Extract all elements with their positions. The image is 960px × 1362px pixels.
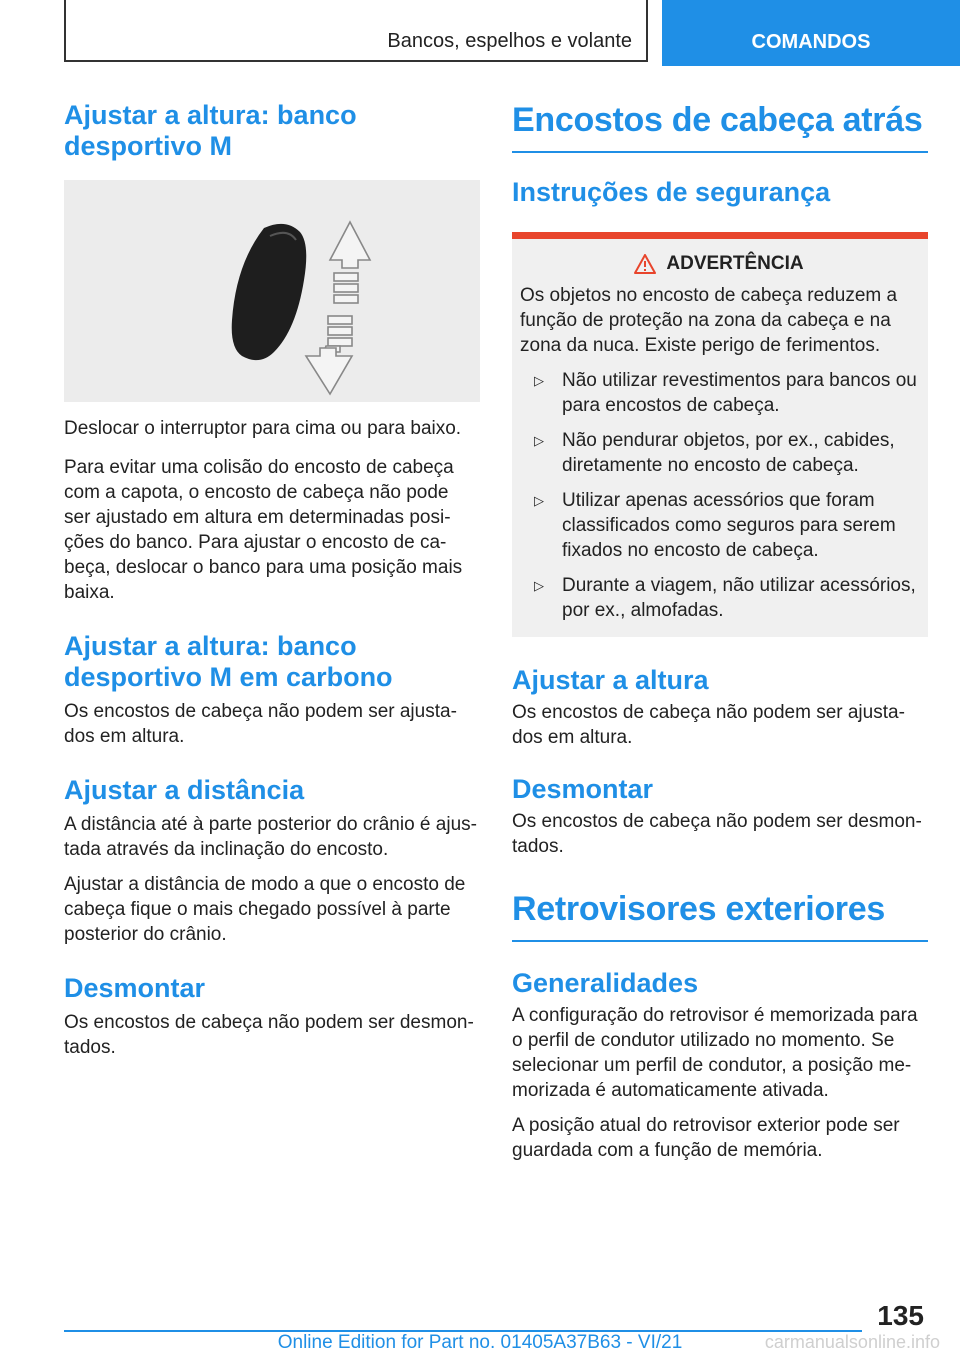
warning-title: ADVERTÊNCIA — [666, 252, 804, 274]
heading-safety: Instruções de segurança — [512, 176, 831, 207]
bullet-triangle-icon: ▷ — [534, 372, 544, 388]
section-title: Bancos, espelhos e volante — [387, 30, 632, 52]
bullet-triangle-icon: ▷ — [534, 577, 544, 593]
general-paragraph-2: A posição atual do retrovisor exterior pode ser guardada com a função de memória. — [512, 1114, 900, 1161]
list-item-text: Não pendurar objetos, por ex., cabides, diretamente no encosto de cabeça. — [562, 429, 895, 476]
left-column — [64, 100, 480, 1060]
heading-general: Generalidades — [512, 967, 699, 998]
distance-paragraph-2: Ajustar a distância de modo a que o encosto de cabeça fique o mais chegado possível à parte posterior do crânio. — [64, 874, 466, 946]
collision-paragraph: Para evitar uma colisão do encosto de cabeça com a capota, o encosto de cabeça não pode ser ajustado em altura em determinadas posições do banco. Para ajustar o encosto de cabeça, deslocar o banco para uma posição mais baixa. — [64, 457, 463, 604]
page-header — [0, 0, 960, 66]
warning-bar — [512, 232, 928, 239]
heading-distance: Ajustar a distância — [64, 775, 305, 806]
warning-text: Os objetos no encosto de cabeça reduzem a função de proteção na zona da cabeça e na zona da nuca. Existe perigo de ferimentos. — [520, 284, 898, 356]
edition-text: Online Edition for Part no. 01405A37B63 - VI/21 — [277, 1332, 683, 1353]
figure-caption: Deslocar o interruptor para cima ou para baixo. — [64, 418, 462, 440]
heading-rule — [512, 151, 928, 153]
heading-height-rear: Ajustar a altura — [512, 664, 709, 695]
remove-paragraph-right: Os encostos de cabeça não podem ser desmontados. — [512, 810, 922, 857]
list-item — [520, 428, 918, 478]
warning-triangle-icon — [634, 254, 656, 274]
heading-rear-headrests: Encostos de cabeça atrás — [512, 101, 923, 139]
distance-paragraph-1: A distância até à parte posterior do crânio é ajustada através da inclinação do encosto. — [64, 814, 477, 861]
list-item — [520, 488, 918, 563]
general-paragraph-1: A configuração do retrovisor é memorizada para o perfil de condutor utilizado no momento. Se selecionar um perfil de condutor, a posição memorizada é automaticamente ativada. — [512, 1004, 918, 1101]
section-title-box — [64, 0, 648, 62]
heading-remove-left: Desmontar — [64, 973, 206, 1004]
chapter-tab[interactable]: COMANDOS — [662, 0, 960, 66]
list-item-text: Utilizar apenas acessórios que foram classificados como seguros para serem fixados no encosto de cabeça. — [562, 489, 896, 561]
heading-carbon-seat-height: Ajustar a altura: banco desportivo M em carbono — [64, 631, 393, 693]
switch-figure — [64, 180, 480, 402]
bullet-triangle-icon: ▷ — [534, 432, 544, 448]
warning-bullet-list — [520, 368, 918, 623]
bullet-triangle-icon: ▷ — [534, 492, 544, 508]
page-number: 135 — [877, 1300, 924, 1331]
heading-sport-seat-height: Ajustar a altura: banco desportivo M — [64, 100, 357, 162]
heading-remove-right: Desmontar — [512, 773, 654, 804]
list-item-text: Não utilizar revestimentos para bancos ou para encostos de cabeça. — [562, 369, 917, 416]
warning-box — [512, 239, 928, 637]
height-rear-paragraph: Os encostos de cabeça não podem ser ajustados em altura. — [512, 701, 905, 748]
warning-title-row — [520, 253, 918, 275]
right-column — [512, 100, 928, 1163]
list-item — [520, 573, 918, 623]
seat-switch-illustration — [64, 180, 480, 402]
heading-rule — [512, 940, 928, 942]
carbon-paragraph: Os encostos de cabeça não podem ser ajustados em altura. — [64, 701, 457, 748]
list-item-text: Durante a viagem, não utilizar acessórios, por ex., almofadas. — [562, 574, 916, 621]
heading-exterior-mirrors: Retrovisores exteriores — [512, 889, 885, 928]
list-item — [520, 368, 918, 418]
watermark: carmanualsonline.info — [764, 1332, 940, 1352]
remove-paragraph-left: Os encostos de cabeça não podem ser desmontados. — [64, 1012, 474, 1059]
